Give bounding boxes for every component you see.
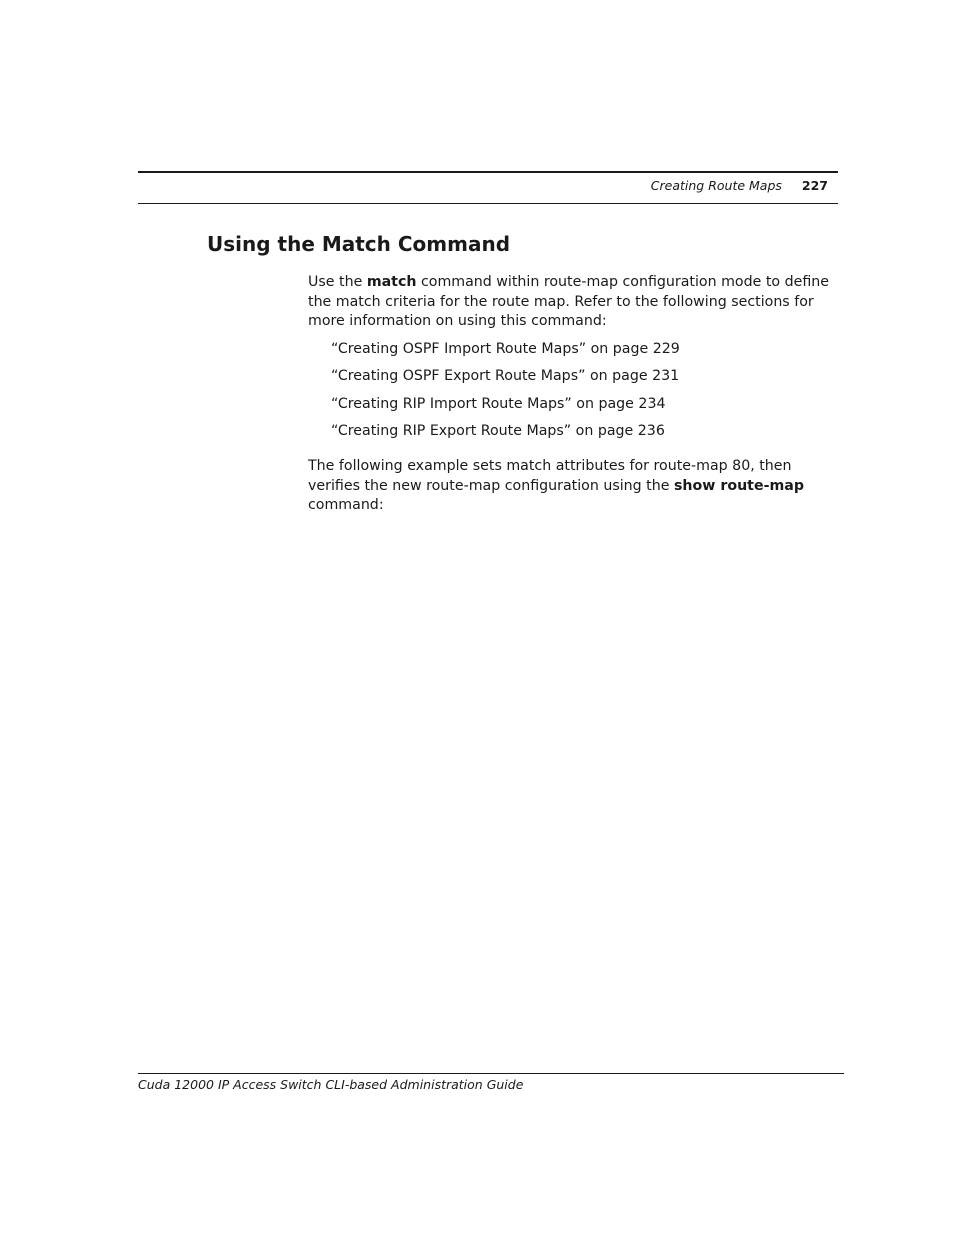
example-text-start: The following example sets match attributes for route-map 80, then verifies the new route-map configuration using the <box>308 458 792 494</box>
footer-rule <box>138 1073 844 1074</box>
cross-reference-list <box>331 339 680 448</box>
running-header-section-title: Creating Route Maps <box>650 178 782 193</box>
intro-text-end: command within route-map configuration mode to define the match criteria for the route map. Refer to the following sections for more information on using this command: <box>308 274 829 329</box>
cross-reference-item: “Creating RIP Export Route Maps” on page 236 <box>331 422 665 439</box>
cross-reference-item: “Creating RIP Import Route Maps” on page 234 <box>331 395 666 412</box>
page-number: 227 <box>801 178 828 193</box>
footer-book-title: Cuda 12000 IP Access Switch CLI-based Administration Guide <box>138 1077 524 1092</box>
header-top-rule <box>138 171 838 173</box>
match-command-keyword: match <box>366 274 417 290</box>
example-paragraph <box>308 457 844 516</box>
show-route-map-keyword: show route-map <box>673 477 804 494</box>
section-heading: Using the Match Command <box>207 232 511 256</box>
running-header <box>651 178 828 193</box>
intro-text-start: Use the <box>308 274 367 290</box>
intro-paragraph <box>308 273 844 332</box>
example-text-end: command: <box>308 497 384 513</box>
cross-reference-item: “Creating OSPF Export Route Maps” on page 231 <box>331 368 680 385</box>
header-bottom-rule <box>138 203 838 204</box>
cross-reference-item: “Creating OSPF Import Route Maps” on page 229 <box>331 341 680 357</box>
